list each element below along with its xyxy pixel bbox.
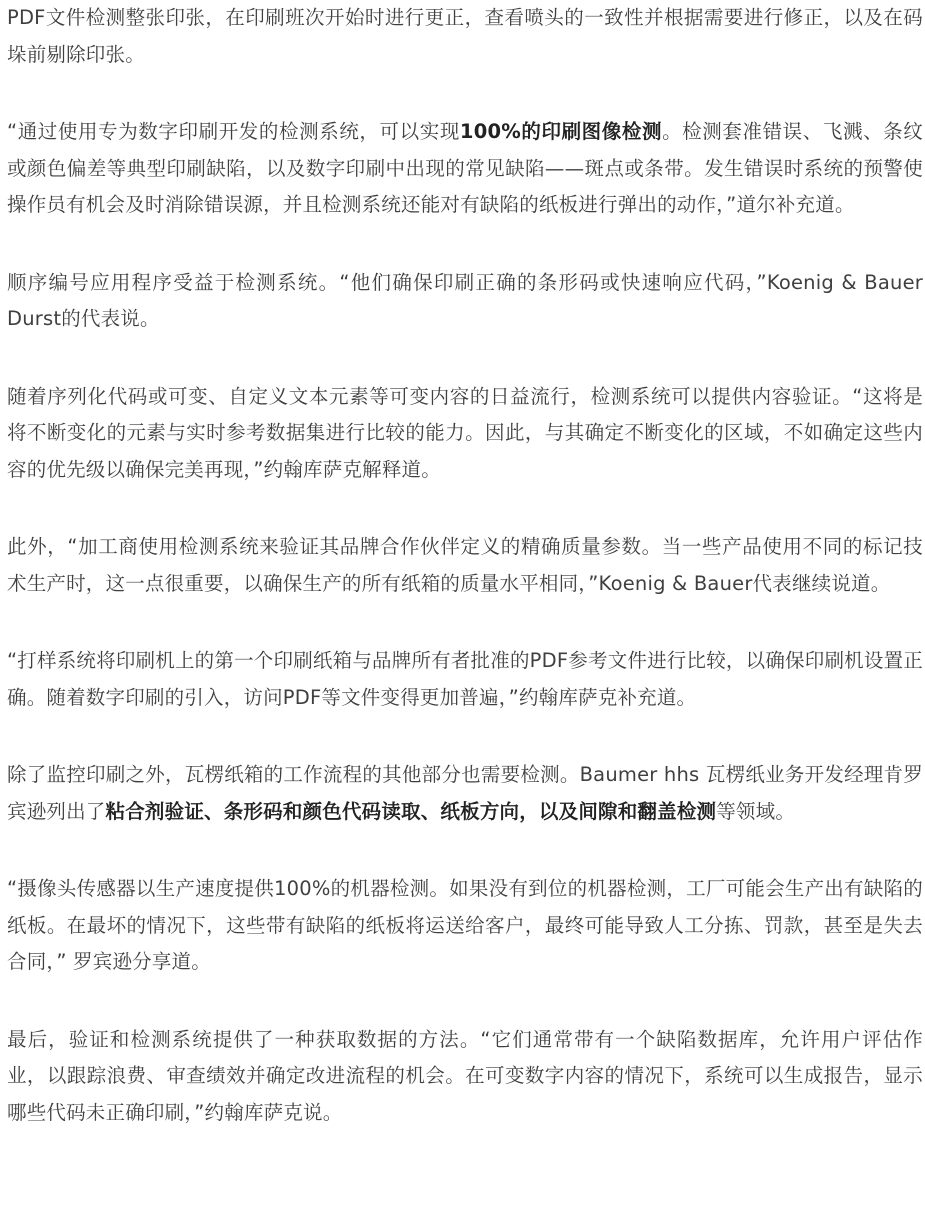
paragraph-content-verification <box>7 379 923 489</box>
paragraph-text: 随着序列化代码或可变、自定义文本元素等可变内容的日益流行，检测系统可以提供内容验证。“这将是将不断变化的元素与实时参考数据集进行比较的能力。因此，与其确定不断变化的区域，不如确定这些内容的优先级以确保完美再现，”约翰库萨克解释道。 <box>7 384 923 481</box>
paragraph-text: “摄像头传感器以生产速度提供100%的机器检测。如果没有到位的机器检测，工厂可能会生产出有缺陷的纸板。在最坏的情况下，这些带有缺陷的纸板将运送给客户，最终可能导致人工分拣、罚款，甚至是失去合同，” 罗宾逊分享道。 <box>7 877 923 973</box>
paragraph-workflow-inspection <box>7 757 923 830</box>
paragraph-text: “打样系统将印刷机上的第一个印刷纸箱与品牌所有者批准的PDF参考文件进行比较，以确保印刷机设置正确。随着数字印刷的引入，访问PDF等文件变得更加普遍，”约翰库萨克补充道。 <box>7 649 923 709</box>
paragraph-text: 顺序编号应用程序受益于检测系统。“他们确保印刷正确的条形码或快速响应代码，”Koenig & Bauer Durst的代表说。 <box>7 270 923 330</box>
paragraph-text: 此外，“加工商使用检测系统来验证其品牌合作伙伴定义的精确质量参数。当一些产品使用不同的标记技术生产时，这一点很重要，以确保生产的所有纸箱的质量水平相同，”Koenig & Bauer代表继续说道。 <box>7 535 923 595</box>
paragraph-pdf-inspection <box>7 0 923 73</box>
paragraph-defect-database <box>7 1022 923 1132</box>
article-body <box>7 0 923 1131</box>
paragraph-camera-sensors-quote <box>7 871 923 981</box>
paragraph-digital-inspection-quote <box>7 114 923 224</box>
paragraph-text: 最后，验证和检测系统提供了一种获取数据的方法。“它们通常带有一个缺陷数据库，允许用户评估作业，以跟踪浪费、审查绩效并确定改进流程的机会。在可变数字内容的情况下，系统可以生成报告，显示哪些代码未正确印刷，”约翰库萨克说。 <box>7 1027 923 1124</box>
paragraph-text: PDF文件检测整张印张，在印刷班次开始时进行更正，查看喷头的一致性并根据需要进行修正，以及在码垛前剔除印张。 <box>7 6 923 66</box>
paragraph-text: 。检测套准错误、飞溅、条纹或颜色偏差等典型印刷缺陷，以及数字印刷中出现的常见缺陷——斑点或条带。发生错误时系统的预警使操作员有机会及时消除错误源，并且检测系统还能对有缺陷的纸板进行弹出的动作，”道尔补充道。 <box>7 120 923 216</box>
highlight-text: 粘合剂验证、条形码和颜色代码读取、纸板方向，以及间隙和翻盖检测 <box>105 799 717 823</box>
paragraph-proofing-system <box>7 643 923 716</box>
paragraph-quality-parameters <box>7 529 923 602</box>
paragraph-text: 除了监控印刷之外，瓦楞纸箱的工作流程的其他部分也需要检测。Baumer hhs 瓦楞纸业务开发经理肯罗宾逊列出了 <box>7 763 923 823</box>
paragraph-text: “通过使用专为数字印刷开发的检测系统，可以实现 <box>7 120 460 143</box>
paragraph-sequential-numbering <box>7 265 923 338</box>
highlight-text: 100%的印刷图像检测 <box>459 120 663 143</box>
paragraph-text: 等领域。 <box>716 799 796 823</box>
